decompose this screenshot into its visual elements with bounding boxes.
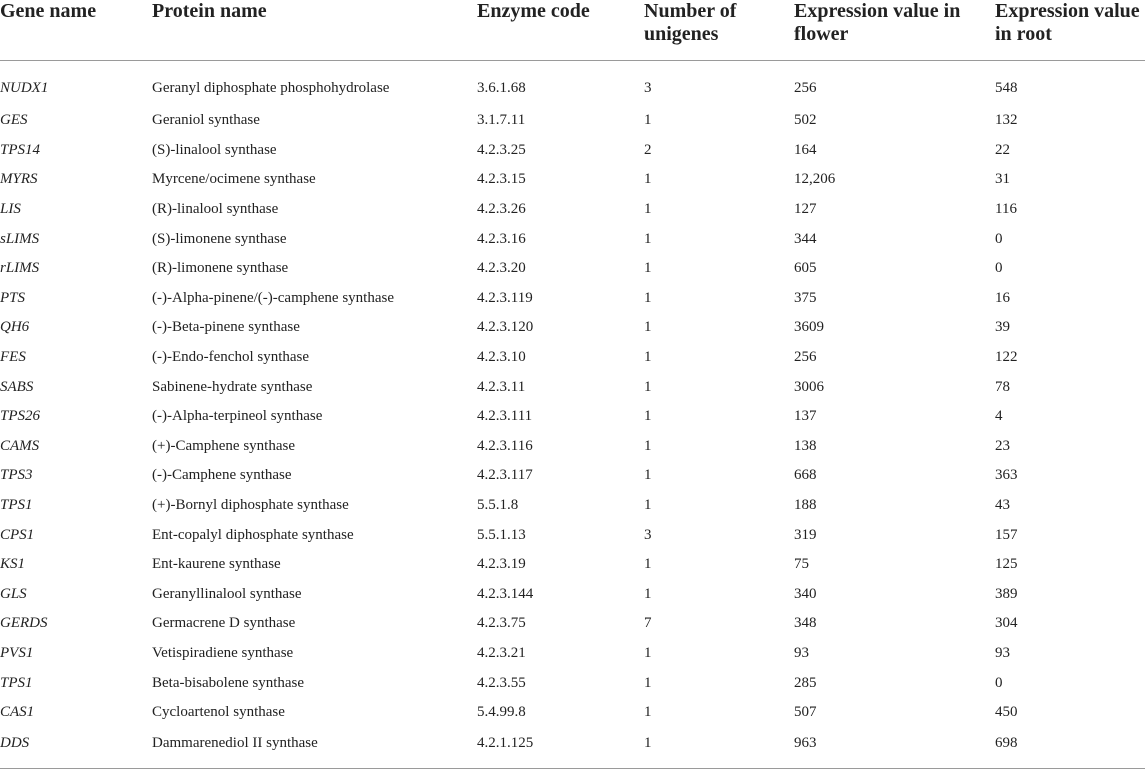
protein-name-cell: (-)-Alpha-pinene/(-)-camphene synthase	[152, 289, 394, 306]
flower-expression-cell: 285	[794, 674, 817, 691]
enzyme-code-cell: 4.2.3.120	[477, 319, 534, 336]
flower-expression-cell: 3609	[794, 319, 824, 336]
unigenes-cell: 2	[644, 141, 652, 158]
unigenes-cell: 1	[644, 112, 652, 129]
unigenes-cell: 1	[644, 674, 652, 691]
table-row	[0, 668, 1145, 698]
root-expression-cell: 39	[995, 319, 1010, 336]
root-expression-cell: 304	[995, 615, 1018, 632]
root-expression-cell: 125	[995, 556, 1018, 573]
gene-name-cell: PVS1	[0, 644, 34, 661]
enzyme-code-cell: 4.2.3.21	[477, 644, 526, 661]
enzyme-code-cell: 3.1.7.11	[477, 112, 526, 129]
table-body	[0, 61, 1145, 769]
protein-name-cell: (R)-linalool synthase	[152, 201, 279, 218]
root-expression-cell: 0	[995, 674, 1003, 691]
root-expression-cell: 31	[995, 171, 1010, 188]
table-row	[0, 491, 1145, 521]
table-row	[0, 224, 1145, 254]
unigenes-cell: 1	[644, 556, 652, 573]
root-expression-cell: 389	[995, 585, 1018, 602]
gene-name-cell: PTS	[0, 289, 26, 306]
unigenes-cell: 3	[644, 526, 652, 543]
flower-expression-cell: 75	[794, 556, 809, 573]
root-expression-cell: 363	[995, 467, 1018, 484]
table-row	[0, 639, 1145, 669]
header-expression-root: Expression value in root	[995, 0, 1140, 45]
table-row	[0, 254, 1145, 284]
flower-expression-cell: 344	[794, 230, 817, 247]
enzyme-code-cell: 4.2.3.20	[477, 260, 526, 277]
protein-name-cell: Myrcene/ocimene synthase	[152, 171, 316, 188]
enzyme-code-cell: 4.2.3.11	[477, 378, 526, 395]
unigenes-cell: 7	[644, 615, 652, 632]
gene-name-cell: GES	[0, 112, 28, 129]
protein-name-cell: Ent-kaurene synthase	[152, 556, 281, 573]
header-number-of-unigenes: Number of unigenes	[644, 0, 737, 45]
flower-expression-cell: 93	[794, 644, 809, 661]
enzyme-code-cell: 4.2.3.116	[477, 437, 533, 454]
flower-expression-cell: 3006	[794, 378, 824, 395]
flower-expression-cell: 127	[794, 201, 817, 218]
flower-expression-cell: 137	[794, 408, 817, 425]
unigenes-cell: 1	[644, 408, 652, 425]
table-row	[0, 343, 1145, 373]
flower-expression-cell: 605	[794, 260, 817, 277]
table-row	[0, 698, 1145, 728]
gene-name-cell: TPS14	[0, 141, 41, 158]
protein-name-cell: (-)-Camphene synthase	[152, 467, 292, 484]
enzyme-code-cell: 4.2.1.125	[477, 735, 534, 752]
gene-name-cell: CAS1	[0, 704, 35, 721]
table-row	[0, 402, 1145, 432]
protein-name-cell: Geraniol synthase	[152, 112, 260, 129]
protein-name-cell: Vetispiradiene synthase	[152, 644, 294, 661]
gene-name-cell: TPS1	[0, 497, 33, 514]
flower-expression-cell: 164	[794, 141, 817, 158]
enzyme-code-cell: 4.2.3.75	[477, 615, 526, 632]
table-row	[0, 372, 1145, 402]
protein-name-cell: Geranyl diphosphate phosphohydrolase	[152, 80, 390, 96]
flower-expression-cell: 668	[794, 467, 817, 484]
enzyme-code-cell: 4.2.3.19	[477, 556, 526, 573]
flower-expression-cell: 319	[794, 526, 817, 543]
root-expression-cell: 548	[995, 80, 1018, 96]
gene-name-cell: CAMS	[0, 437, 40, 454]
protein-name-cell: Dammarenediol II synthase	[152, 735, 318, 752]
enzyme-code-cell: 4.2.3.55	[477, 674, 526, 691]
root-expression-cell: 0	[995, 260, 1003, 277]
flower-expression-cell: 963	[794, 735, 817, 752]
unigenes-cell: 1	[644, 497, 652, 514]
table-row	[0, 136, 1145, 166]
root-expression-cell: 0	[995, 230, 1003, 247]
root-expression-cell: 93	[995, 644, 1010, 661]
flower-expression-cell: 256	[794, 80, 817, 96]
unigenes-cell: 1	[644, 644, 652, 661]
protein-name-cell: Germacrene D synthase	[152, 615, 296, 632]
enzyme-code-cell: 4.2.3.10	[477, 349, 526, 366]
root-expression-cell: 132	[995, 112, 1018, 129]
table-row	[0, 195, 1145, 225]
gene-name-cell: sLIMS	[0, 230, 40, 247]
table-row	[0, 165, 1145, 195]
gene-name-cell: GLS	[0, 585, 27, 602]
gene-name-cell: SABS	[0, 378, 34, 395]
gene-name-cell: CPS1	[0, 526, 35, 543]
protein-name-cell: (R)-limonene synthase	[152, 260, 289, 277]
unigenes-cell: 1	[644, 735, 652, 752]
flower-expression-cell: 12,206	[794, 171, 836, 188]
table-row	[0, 609, 1145, 639]
header-gene-name: Gene name	[0, 0, 97, 22]
root-expression-cell: 116	[995, 201, 1017, 218]
root-expression-cell: 450	[995, 704, 1018, 721]
protein-name-cell: (-)-Beta-pinene synthase	[152, 319, 300, 336]
unigenes-cell: 1	[644, 704, 652, 721]
enzyme-code-cell: 4.2.3.25	[477, 141, 526, 158]
unigenes-cell: 1	[644, 289, 652, 306]
root-expression-cell: 157	[995, 526, 1018, 543]
root-expression-cell: 698	[995, 735, 1018, 752]
unigenes-cell: 1	[644, 171, 652, 188]
root-expression-cell: 122	[995, 349, 1018, 366]
table-header	[0, 0, 1145, 61]
gene-name-cell: KS1	[0, 556, 26, 573]
gene-name-cell: MYRS	[0, 171, 38, 188]
unigenes-cell: 1	[644, 467, 652, 484]
table-row	[0, 727, 1145, 769]
gene-name-cell: GERDS	[0, 615, 48, 632]
protein-name-cell: (-)-Alpha-terpineol synthase	[152, 408, 323, 425]
protein-name-cell: Sabinene-hydrate synthase	[152, 378, 313, 395]
table-row	[0, 580, 1145, 610]
root-expression-cell: 23	[995, 437, 1010, 454]
root-expression-cell: 22	[995, 141, 1010, 158]
table-row	[0, 520, 1145, 550]
header-enzyme-code: Enzyme code	[477, 0, 590, 22]
protein-name-cell: (S)-linalool synthase	[152, 141, 277, 158]
enzyme-code-cell: 4.2.3.26	[477, 201, 526, 218]
gene-name-cell: DDS	[0, 735, 30, 752]
flower-expression-cell: 340	[794, 585, 817, 602]
unigenes-cell: 1	[644, 349, 652, 366]
unigenes-cell: 1	[644, 260, 652, 277]
enzyme-code-cell: 5.5.1.13	[477, 526, 526, 543]
flower-expression-cell: 138	[794, 437, 817, 454]
flower-expression-cell: 256	[794, 349, 817, 366]
table-row	[0, 284, 1145, 314]
unigenes-cell: 3	[644, 80, 652, 96]
protein-name-cell: (+)-Camphene synthase	[152, 437, 295, 454]
header-row	[0, 0, 1145, 61]
protein-name-cell: (-)-Endo-fenchol synthase	[152, 349, 310, 366]
table-row	[0, 432, 1145, 462]
table-row	[0, 550, 1145, 580]
unigenes-cell: 1	[644, 230, 652, 247]
table-row	[0, 61, 1145, 107]
gene-name-cell: QH6	[0, 319, 30, 336]
flower-expression-cell: 502	[794, 112, 817, 129]
protein-name-cell: (S)-limonene synthase	[152, 230, 287, 247]
enzyme-code-cell: 5.5.1.8	[477, 497, 519, 514]
header-protein-name: Protein name	[152, 0, 267, 22]
unigenes-cell: 1	[644, 585, 652, 602]
enzyme-code-cell: 4.2.3.111	[477, 408, 533, 425]
flower-expression-cell: 188	[794, 497, 817, 514]
root-expression-cell: 43	[995, 497, 1010, 514]
enzyme-code-cell: 4.2.3.117	[477, 467, 533, 484]
root-expression-cell: 16	[995, 289, 1010, 306]
unigenes-cell: 1	[644, 201, 652, 218]
enzyme-code-cell: 4.2.3.15	[477, 171, 526, 188]
protein-name-cell: Beta-bisabolene synthase	[152, 674, 305, 691]
table-row	[0, 461, 1145, 491]
root-expression-cell: 78	[995, 378, 1010, 395]
protein-name-cell: Ent-copalyl diphosphate synthase	[152, 526, 354, 543]
enzyme-code-cell: 4.2.3.16	[477, 230, 526, 247]
gene-name-cell: NUDX1	[0, 80, 49, 96]
enzyme-code-cell: 4.2.3.119	[477, 289, 533, 306]
protein-name-cell: Cycloartenol synthase	[152, 704, 285, 721]
gene-name-cell: FES	[0, 349, 26, 366]
flower-expression-cell: 375	[794, 289, 817, 306]
enzyme-code-cell: 4.2.3.144	[477, 585, 534, 602]
flower-expression-cell: 348	[794, 615, 817, 632]
table-row	[0, 313, 1145, 343]
gene-name-cell: TPS3	[0, 467, 33, 484]
gene-name-cell: rLIMS	[0, 260, 40, 277]
header-expression-flower: Expression value in flower	[794, 0, 961, 45]
protein-name-cell: (+)-Bornyl diphosphate synthase	[152, 497, 349, 514]
flower-expression-cell: 507	[794, 704, 817, 721]
gene-name-cell: TPS1	[0, 674, 33, 691]
table-row	[0, 106, 1145, 136]
protein-name-cell: Geranyllinalool synthase	[152, 585, 302, 602]
enzyme-code-cell: 3.6.1.68	[477, 80, 526, 96]
gene-name-cell: TPS26	[0, 408, 41, 425]
unigenes-cell: 1	[644, 319, 652, 336]
enzyme-code-cell: 5.4.99.8	[477, 704, 526, 721]
gene-name-cell: LIS	[0, 201, 21, 218]
unigenes-cell: 1	[644, 378, 652, 395]
unigenes-cell: 1	[644, 437, 652, 454]
root-expression-cell: 4	[995, 408, 1003, 425]
